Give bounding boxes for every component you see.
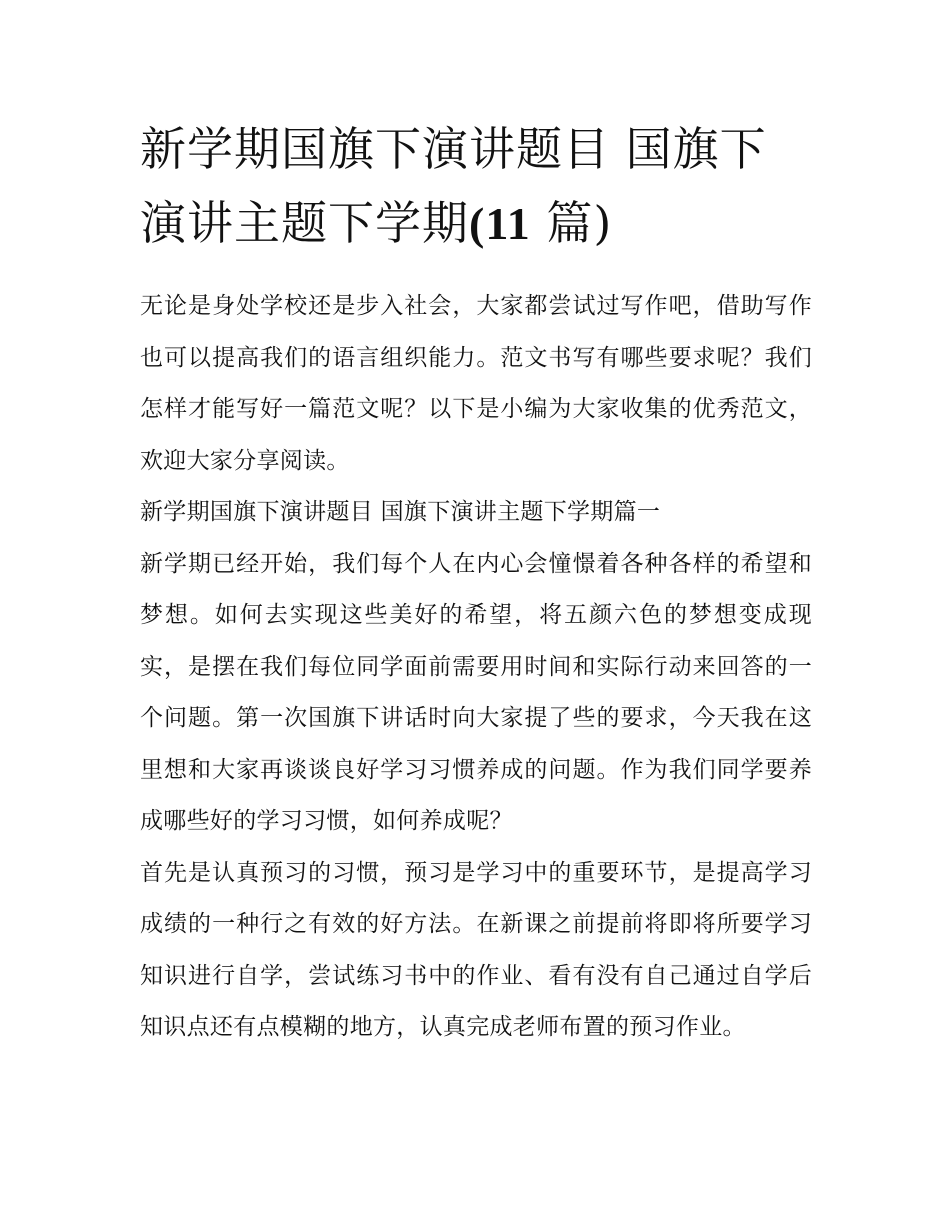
title-suffix: 篇)	[530, 196, 613, 250]
body-paragraph: 新学期已经开始，我们每个人在内心会憧憬着各种各样的希望和梦想。如何去实现这些美好的希望，将五颜六色的梦想变成现实，是摆在我们每位同学面前需要用时间和实际行动来回答的一个问题。第一次国旗下讲话时向大家提了些的要求，今天我在这里想和大家再谈谈良好学习习惯养成的问题。作为我们同学要养成哪些好的学习习惯，如何养成呢？	[140, 550, 812, 834]
document-page	[140, 112, 812, 1054]
document-title	[140, 112, 812, 261]
section-heading: 新学期国旗下演讲题目 国旗下演讲主题下学期篇一	[140, 499, 661, 525]
body-paragraph: 首先是认真预习的习惯，预习是学习中的重要环节，是提高学习成绩的一种行之有效的好方法。在新课之前提前将即将所要学习知识进行自学，尝试练习书中的作业、看有没有自己通过自学后知识点还有点模糊的地方，认真完成老师布置的预习作业。	[140, 859, 812, 1040]
intro-paragraph: 无论是身处学校还是步入社会，大家都尝试过写作吧，借助写作也可以提高我们的语言组织能力。范文书写有哪些要求呢？我们怎样才能写好一篇范文呢？以下是小编为大家收集的优秀范文，欢迎大家分享阅读。	[140, 293, 812, 474]
title-count: (11	[469, 198, 531, 249]
document-body	[140, 281, 812, 1054]
title-text: 新学期国旗下演讲题目 国旗下演讲主题下学期	[140, 122, 767, 250]
